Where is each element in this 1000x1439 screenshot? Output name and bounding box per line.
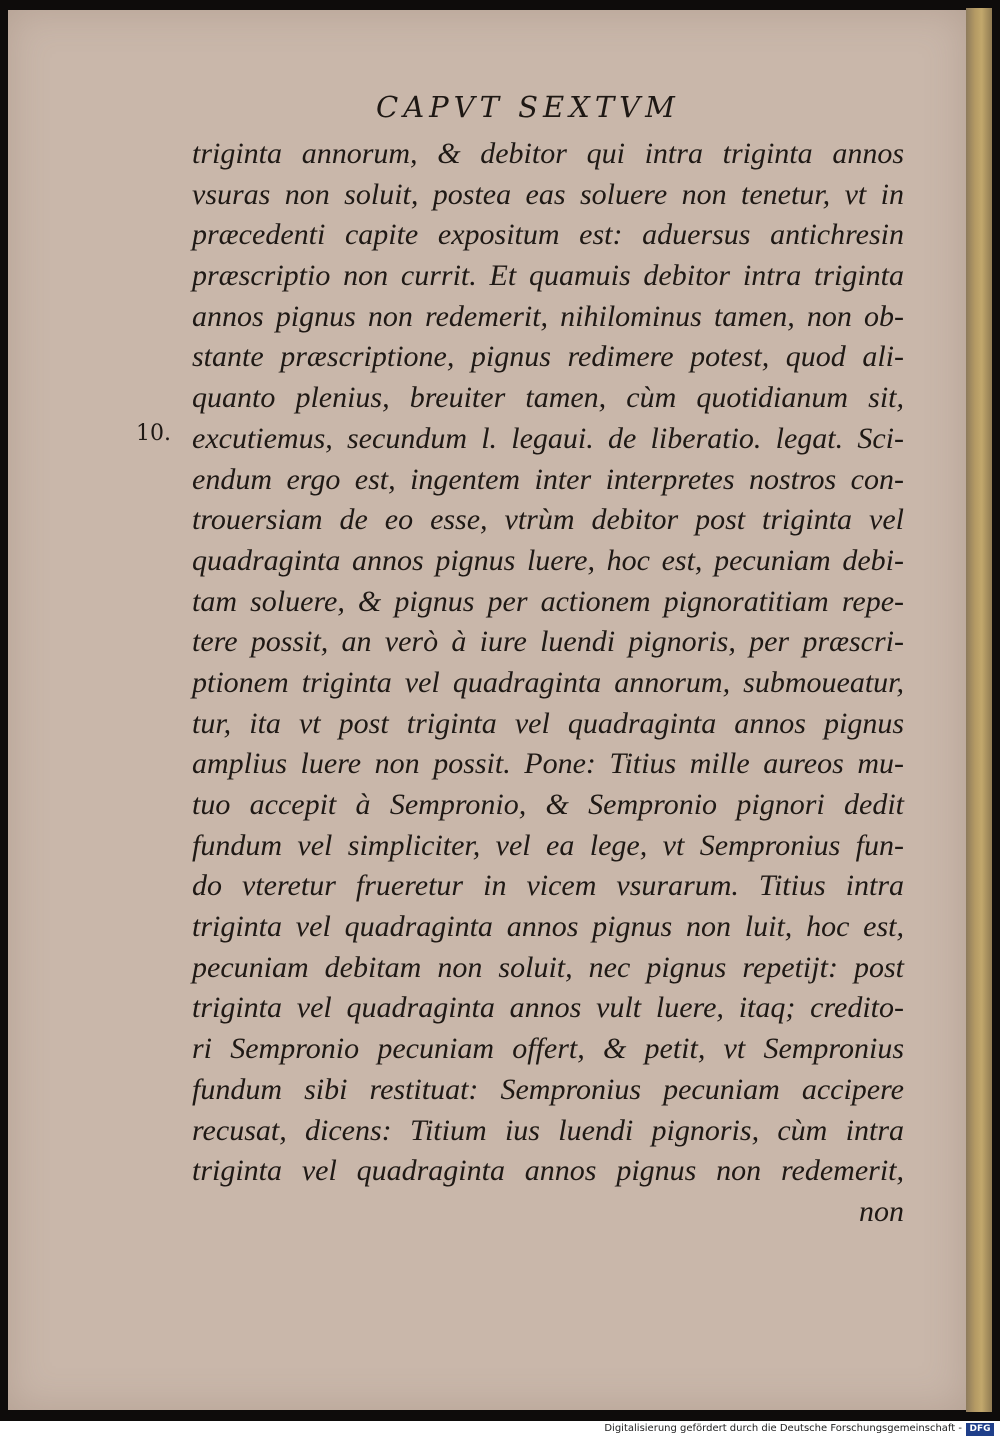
page-edge [966,8,992,1412]
text-line: fundum vel simpliciter, vel ea lege, vt Sempronius fun- [192,828,904,862]
text-line: quanto plenius, breuiter tamen, cùm quotidianum sit, [192,381,904,415]
text-line: stante præscriptione, pignus redimere potest, quod ali- [192,340,904,374]
text-line: tuo accepit à Sempronio, & Sempronio pignori dedit [192,788,904,821]
text-line: endum ergo est, ingentem inter interpretes nostros con- [192,462,904,496]
text-line: recusat, dicens: Titium ius luendi pignoris, cùm intra [192,1113,904,1147]
book-page [8,10,966,1410]
text-line: do vteretur frueretur in vicem vsurarum. Titius intra [192,869,904,903]
text-line: trouersiam de eo esse, vtrùm debitor post triginta vel [192,503,904,537]
text-line: triginta vel quadraginta annos vult luere, itaq; credito- [192,991,904,1025]
text-line: vsuras non soluit, postea eas soluere non tenetur, vt in [192,177,904,211]
text-line: tere possit, an verò à iure luendi pignoris, per præscri- [192,625,904,659]
text-line: præcedenti capite expositum est: aduersus antichresin [192,218,904,252]
text-line: fundum sibi restituat: Sempronius pecuniam accipere [192,1072,904,1106]
chapter-heading: CAPVT SEXTVM [376,90,680,124]
footer-bar [0,1421,1000,1439]
funding-credit: Digitalisierung gefördert durch die Deutsche Forschungsgemeinschaft - [604,1423,962,1434]
text-line: annos pignus non redemerit, nihilominus tamen, non ob- [192,299,904,333]
text-line: excutiemus, secundum l. legaui. de liberatio. legat. Sci- [192,421,904,455]
text-line: præscriptio non currit. Et quamuis debitor intra triginta [192,259,904,293]
text-line: triginta annorum, & debitor qui intra triginta annos [192,137,904,170]
text-line: tam soluere, & pignus per actionem pignoratitiam repe- [192,584,904,618]
text-line: ptionem triginta vel quadraginta annorum, submoueatur, [192,665,904,699]
text-line: tur, ita vt post triginta vel quadraginta annos pignus [192,706,904,740]
catchword: non [859,1194,904,1228]
text-line: triginta vel quadraginta annos pignus non redemerit, [192,1154,904,1188]
text-line: amplius luere non possit. Pone: Titius mille aureos mu- [192,747,904,781]
dfg-logo-icon: DFG [966,1423,994,1436]
text-line: quadraginta annos pignus luere, hoc est, pecuniam debi- [192,543,904,577]
text-line: ri Sempronio pecuniam offert, & petit, vt Sempronius [192,1032,904,1066]
body-text [192,134,904,1233]
text-line: pecuniam debitam non soluit, nec pignus repetijt: post [192,950,904,984]
text-line: triginta vel quadraginta annos pignus non luit, hoc est, [192,910,904,944]
line-number-marker: 10. [136,421,171,446]
